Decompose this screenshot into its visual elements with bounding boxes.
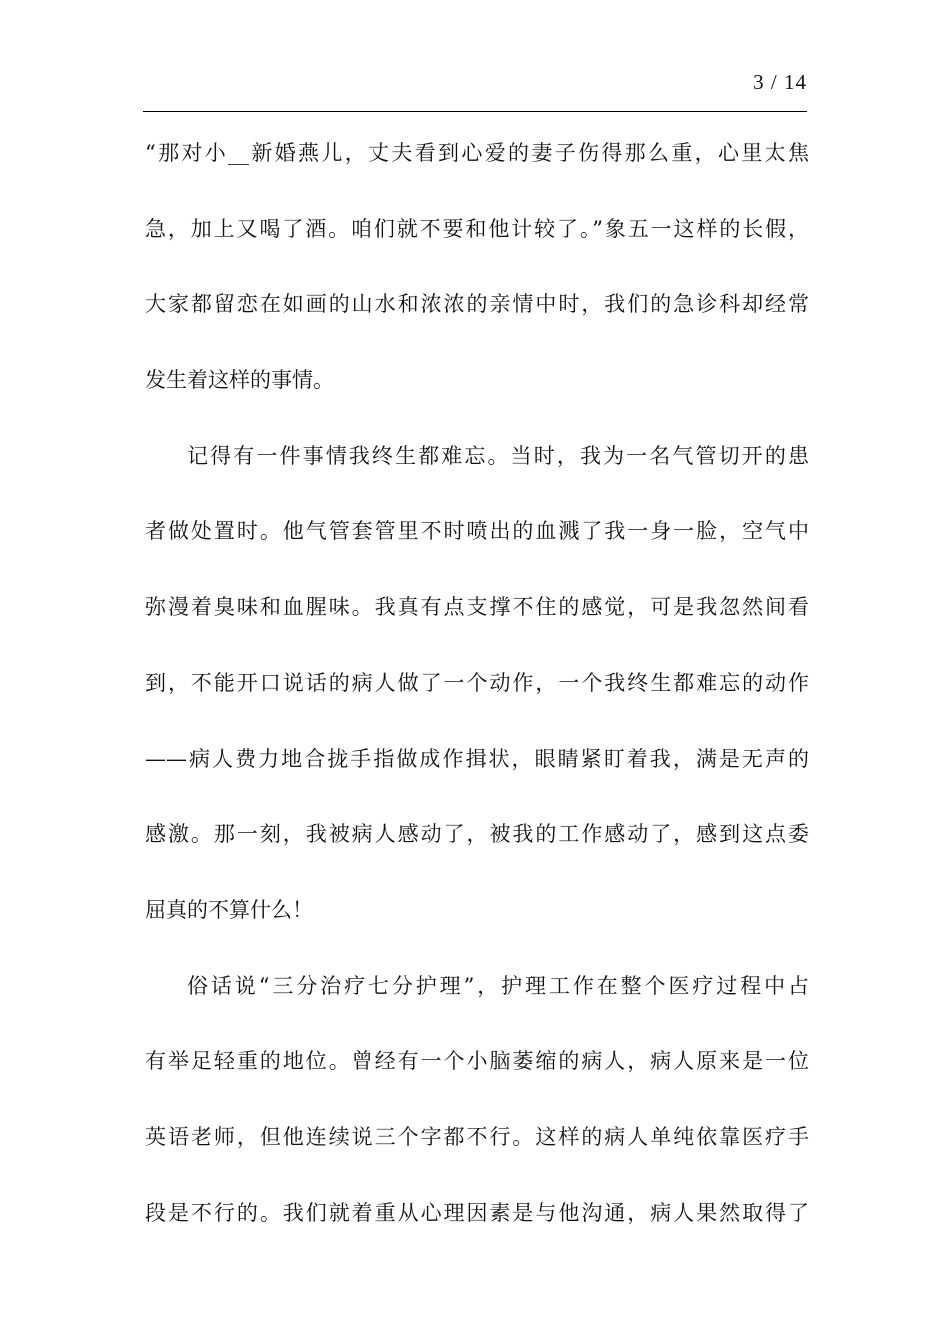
text-line: “那对小__新婚燕儿，丈夫看到心爱的妻子伤得那么重，心里太焦 [145, 141, 809, 165]
text-line: 俗话说“三分治疗七分护理”，护理工作在整个医疗过程中占 [187, 973, 809, 998]
text-line: 到，不能开口说话的病人做了一个动作，一个我终生都难忘的动作 [145, 670, 809, 695]
text-line: 屈真的不算什么！ [145, 897, 313, 922]
page-number: 3 / 14 [753, 70, 807, 94]
header-divider [143, 111, 807, 112]
text-line: 者做处置时。他气管套管里不时喷出的血溅了我一身一脸，空气中 [145, 519, 809, 544]
text-line: 有举足轻重的地位。曾经有一个小脑萎缩的病人，病人原来是一位 [145, 1049, 809, 1074]
text-line: ——病人费力地合拢手指做成作揖状，眼睛紧盯着我，满是无声的 [145, 746, 809, 771]
document-body [145, 127, 809, 1262]
text-line: 发生着这样的事情。 [145, 368, 334, 393]
text-line: 英语老师，但他连续说三个字都不行。这样的病人单纯依靠医疗手 [145, 1124, 809, 1149]
text-line: 急，加上又喝了酒。咱们就不要和他计较了。”象五一这样的长假， [145, 216, 809, 241]
text-line: 弥漫着臭味和血腥味。我真有点支撑不住的感觉，可是我忽然间看 [145, 595, 809, 620]
text-line: 记得有一件事情我终生都难忘。当时，我为一名气管切开的患 [187, 443, 809, 468]
text-line: 感激。那一刻，我被病人感动了，被我的工作感动了，感到这点委 [145, 822, 809, 847]
text-line: 大家都留恋在如画的山水和浓浓的亲情中时，我们的急诊科却经常 [145, 292, 809, 317]
text-line: 段是不行的。我们就着重从心理因素是与他沟通，病人果然取得了 [145, 1200, 809, 1225]
